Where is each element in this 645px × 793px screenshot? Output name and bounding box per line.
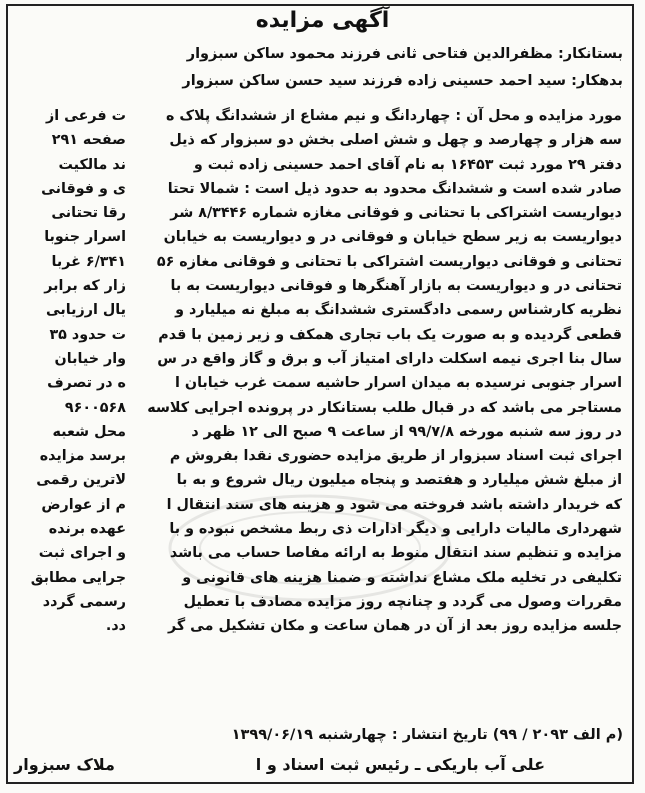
side-line: م از عوارض (41, 496, 126, 513)
side-line: ۹۶۰۰۵۶۸ (64, 399, 126, 416)
body-line: مورد مزایده و محل آن : چهاردانگ و نیم مشاع از ششدانگ پلاک ه (165, 108, 622, 124)
body-line: مزایده و تنظیم سند انتقال منوط به ارائه مفاصا حساب می باشد (169, 545, 622, 562)
notice-body-main (128, 104, 622, 639)
side-line: محل شعبه (52, 423, 126, 440)
body-line: دفتر ۲۹ مورد ثبت ۱۶۴۵۳ به نام آقای احمد حسینی زاده ثبت و (193, 156, 622, 173)
body-line: اجرای ثبت اسناد سبزوار از طریق مزایده حضوری نقدا بفروش م (169, 448, 622, 465)
body-line: جلسه مزایده روز بعد از آن در همان ساعت و مکان تشکیل می گر (168, 618, 622, 635)
signature-line: علی آب باریکی ـ رئیس ثبت اسناد و ا (255, 755, 545, 774)
body-line: تحتانی و فوقانی دیواریست اشتراکی با تحتانی و فوقانی مغازه ۵۶ (156, 253, 622, 270)
side-line: ه در تصرف (47, 375, 126, 392)
notice-title: آگهی مزایده (255, 8, 390, 33)
body-line: تکلیفی در تخلیه ملک مشاع نداشته و ضمنا هزینه های قانونی و (182, 569, 622, 586)
body-line: مستاجر می باشد که در قبال طلب بستانکار در پرونده اجرایی کلاسه (147, 399, 622, 416)
notice-body-side (14, 104, 126, 639)
side-line: وار خیابان (54, 350, 126, 367)
signature-city: ملاک سبزوار (14, 755, 115, 774)
body-line: دیواریست به زیر سطح خیابان و فوقانی در و دیواریست به خیابان (163, 229, 622, 246)
side-line: ت فرعی از (46, 108, 126, 124)
side-line: یال ارزیابی (45, 302, 126, 319)
side-line: برسد مزایده (39, 448, 126, 465)
side-line: زار که برابر (44, 278, 126, 295)
side-line: اسرار جنوبا (44, 229, 126, 246)
body-line: تحتانی در و دیواریست به بازار آهنگرها و فوقانی دیواریست به با (170, 278, 622, 295)
side-line: ند مالکیت (58, 156, 126, 173)
body-line: در روز سه شنبه مورخه ۹۹/۷/۸ از ساعت ۹ صبح الی ۱۲ ظهر د (191, 423, 622, 440)
publication-line: (م الف ۲۰۹۳ / ۹۹) تاریخ انتشار : چهارشنبه ۱۳۹۹/۰۶/۱۹ (231, 727, 623, 743)
body-line: شهرداری مالیات دارایی و دیگر ادارات ذی ربط مشخص نبوده و با (169, 521, 622, 538)
side-line: ی و فوقانی (41, 180, 126, 197)
body-line: مقررات وصول می گردد و چنانچه روز مزایده مصادف با تعطیل (183, 593, 622, 610)
side-line: صفحه ۲۹۱ (51, 132, 126, 149)
body-line: که خریدار داشته باشد فروخته می شود و هزینه های سند انتقال ا (166, 496, 622, 513)
side-line: دد. (105, 618, 126, 635)
body-line: نظریه کارشناس رسمی دادگستری ششدانگ به مبلغ نه میلیارد و (175, 302, 622, 319)
debtor-line: بدهکار: سید احمد حسینی زاده فرزند سید حسن ساکن سبزوار (182, 73, 623, 89)
side-line: جرایی مطابق (30, 569, 126, 586)
side-line: رقا تحتانی (51, 205, 126, 222)
side-line: عهده برنده (48, 521, 126, 538)
body-line: سال بنا اجری نیمه اسکلت دارای امتیاز آب و برق و گاز واقع در س (157, 350, 622, 367)
side-line: لاترین رقمی (36, 472, 126, 489)
creditor-line: بستانکار: مظفرالدین فتاحی ثانی فرزند محمود ساکن سبزوار (186, 46, 623, 62)
body-line: اسرار جنوبی نرسیده به میدان اسرار حاشیه سمت غرب خیابان ا (174, 375, 622, 392)
side-line: و اجرای ثبت (38, 545, 126, 562)
body-line: صادر شده است و ششدانگ محدود به حدود ذیل است : شمالا تحتا (167, 180, 622, 197)
body-line: از مبلغ شش میلیارد و هفتصد و پنجاه میلیون ریال شروع و به با (176, 472, 622, 489)
body-line: سه هزار و چهارصد و چهل و شش اصلی بخش دو سبزوار که ذیل (169, 132, 622, 149)
side-line: ت حدود ۳۵ (49, 326, 126, 343)
side-line: ۶/۳۴۱ غربا (51, 253, 126, 270)
side-line: رسمی گردد (42, 593, 126, 610)
body-line: دیواریست اشتراکی با تحتانی و فوقانی مغازه شماره ۸/۳۴۴۶ شر (170, 205, 622, 222)
body-line: قطعی گردیده و به صورت یک باب تجاری همکف و زیر زمین با قدم (158, 326, 622, 343)
